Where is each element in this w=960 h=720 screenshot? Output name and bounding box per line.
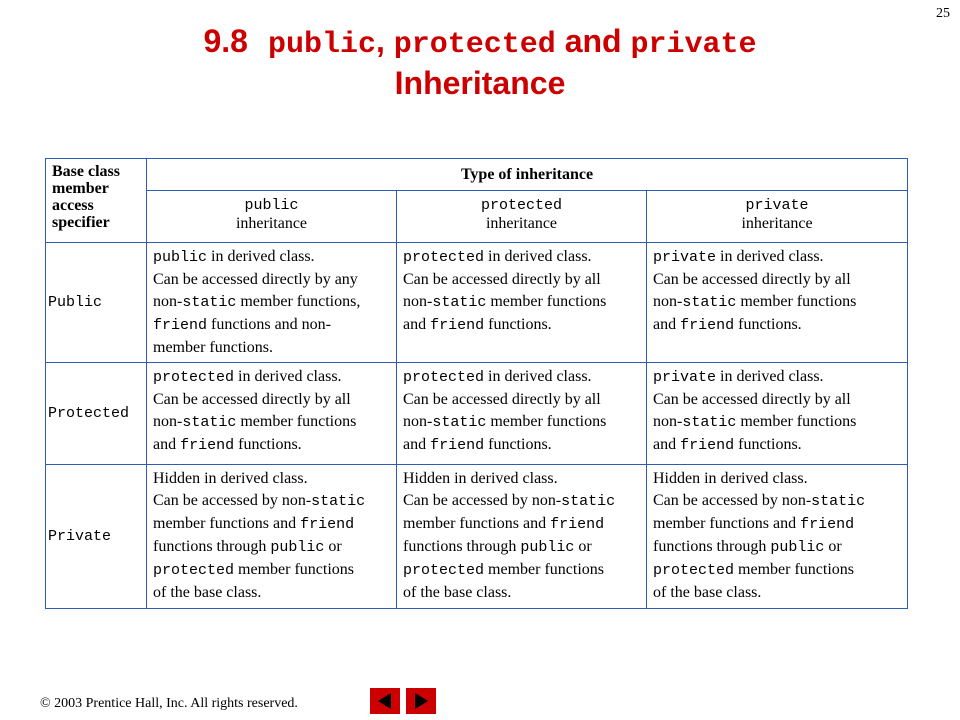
next-slide-button[interactable] [406,688,436,714]
title-and: and [555,23,631,59]
title-comma: , [376,23,394,59]
section-number: 9.8 [203,23,248,59]
row-header-private: Private [46,465,147,609]
table-cell: protected in derived class. Can be accessed directly by all non-static member functions and friend functions. [397,363,647,465]
column-header-protected: protected inheritance [397,191,647,243]
table-cell: Hidden in derived class. Can be accessed by non-static member functions and friend functions through public or protected member functions of the base class. [647,465,908,609]
table-cell: private in derived class. Can be accessed directly by all non-static member functions and friend functions. [647,363,908,465]
title-kw-protected: protected [393,28,556,62]
right-arrow-icon [406,688,436,714]
copyright-footer: © 2003 Prentice Hall, Inc. All rights reserved. [40,696,298,711]
table-cell: public in derived class. Can be accessed directly by any non-static member functions, friend functions and non- member functions. [147,243,397,363]
corner-header: Base class member access specifier [46,159,147,243]
table-cell: Hidden in derived class. Can be accessed by non-static member functions and friend functions through public or protected member functions of the base class. [147,465,397,609]
title-line2: Inheritance [394,65,566,101]
row-header-public: Public [46,243,147,363]
type-of-inheritance-header: Type of inheritance [147,159,908,191]
previous-slide-button[interactable] [370,688,400,714]
title-kw-public: public [267,28,376,62]
inheritance-table [45,158,908,609]
left-arrow-icon [370,688,400,714]
page-number: 25 [936,6,950,21]
table-cell: protected in derived class. Can be accessed directly by all non-static member functions and friend functions. [397,243,647,363]
table-cell: private in derived class. Can be accessed directly by all non-static member functions and friend functions. [647,243,908,363]
column-header-public: public inheritance [147,191,397,243]
row-header-protected: Protected [46,363,147,465]
table-cell: protected in derived class. Can be accessed directly by all non-static member functions and friend functions. [147,363,397,465]
title-kw-private: private [630,28,757,62]
column-header-private: private inheritance [647,191,908,243]
table-cell: Hidden in derived class. Can be accessed by non-static member functions and friend functions through public or protected member functions of the base class. [397,465,647,609]
slide-title [0,22,960,102]
